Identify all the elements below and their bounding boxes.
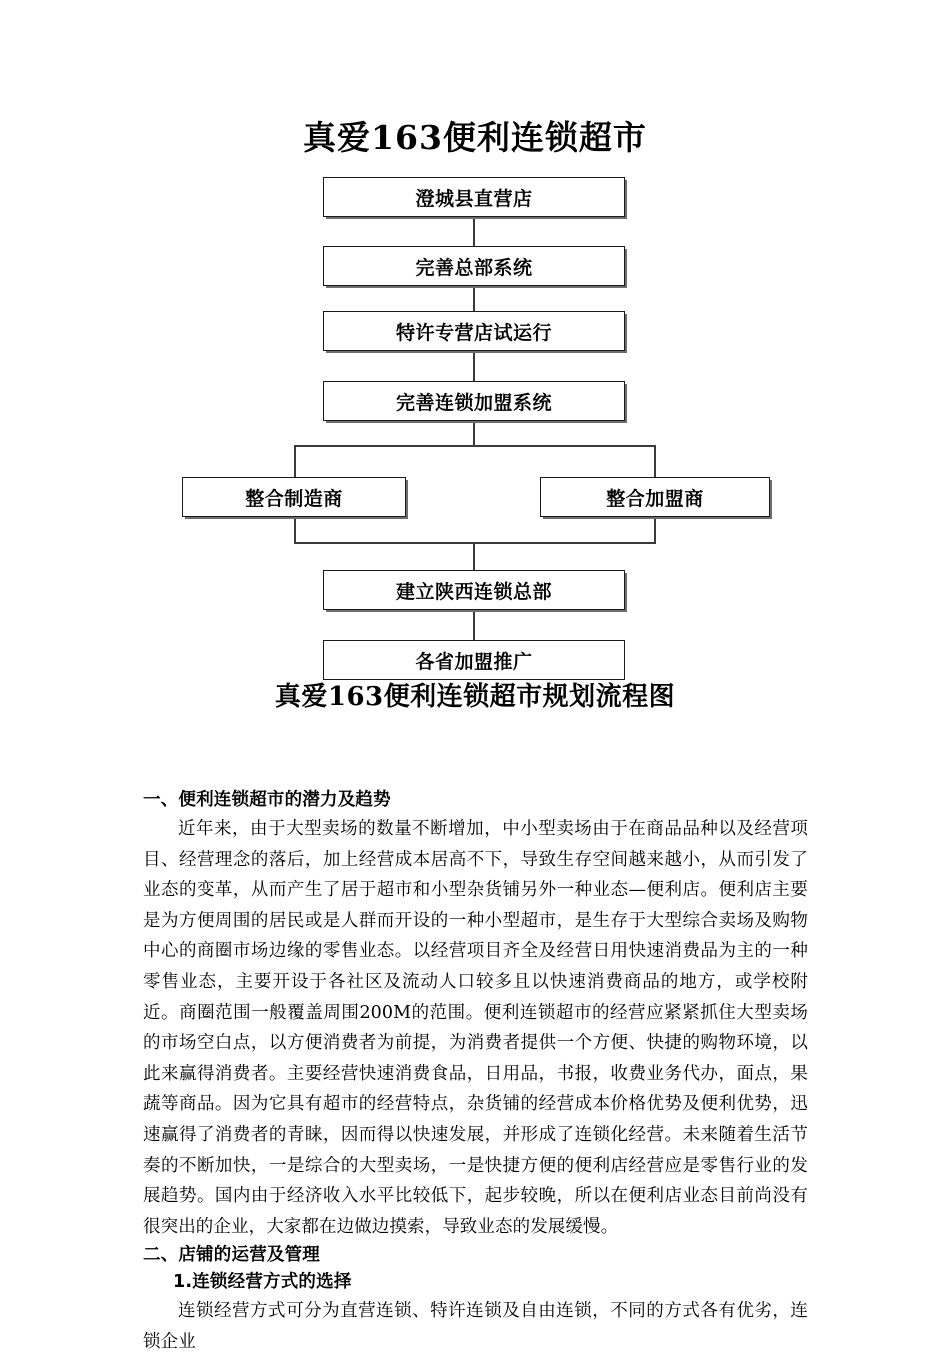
flow-node-label: 完善总部系统 [415,256,533,279]
section-heading-2: 二、店铺的运营及管理 [143,1245,320,1266]
flow-node-label: 完善连锁加盟系统 [395,391,552,414]
subsection-2-1-paragraph: 连锁经营方式可分为直营连锁、特许连锁及自由连锁，不同的方式各有优劣，连锁企业 [143,1301,808,1352]
flow-node-label: 整合加盟商 [606,487,704,510]
connector-n1-n2 [473,215,475,249]
flow-node-label: 特许专营店试运行 [395,321,552,344]
figure-caption: 真爱163便利连锁超市规划流程图 [274,682,676,712]
flow-node-chengcheng-store[interactable] [323,177,625,217]
flow-node-integrate-franchisees[interactable] [540,477,770,517]
flow-node-label: 整合制造商 [245,487,343,510]
flow-node-label: 各省加盟推广 [415,650,533,673]
connector-n7-n8 [473,608,475,642]
subsection-heading-2-1: 1.连锁经营方式的选择 [173,1272,352,1293]
flow-node-integrate-manufacturers[interactable] [182,477,406,517]
flow-node-province-promotion[interactable] [323,640,625,680]
flow-node-label: 澄城县直营店 [415,187,533,210]
connector-n4-branch [473,419,475,447]
section-1-paragraph: 近年来，由于大型卖场的数量不断增加，中小型卖场由于在商品品种以及经营项目、经营理念的落后，加上经营成本居高不下，导致生存空间越来越小，从而引发了业态的变革，从而产生了居于超市和小型杂货铺另外一种业态—便利店。便利店主要是为方便周围的居民或是人群而开设的一种小型超市，是生存于大型综合卖场及购物中心的商圈市场边缘的零售业态。以经营项目齐全及经营日用快速消费品为主的一种零售业态，主要开设于各社区及流动人口较多且以快速消费商品的地方，或学校附近。商圈范围一般覆盖周围200M的范围。便利连锁超市的经营应紧紧抓住大型卖场的市场空白点，以方便消费者为前提，为消费者提供一个方便、快捷的购物环境，以此来赢得消费者。主要经营快速消费食品，日用品，书报，收费业务代办，面点，果蔬等商品。因为它具有超市的经营特点，杂货铺的经营成本价格优势及便利优势，迅速赢得了消费者的青睐，因而得以快速发展，并形成了连锁化经营。未来随着生活节奏的不断加快，一是综合的大型卖场，一是快捷方便的便利店经营应是零售行业的发展趋势。国内由于经济收入水平比较低下，起步较晚，所以在便利店业态目前尚没有很突出的企业，大家都在边做边摸索，导致业态的发展缓慢。 [143,819,808,1237]
connector-branch-right [654,445,656,479]
flow-node-hq-system[interactable] [323,246,625,286]
section-heading-1: 一、便利连锁超市的潜力及趋势 [143,790,391,810]
connector-branch-left [294,445,296,479]
branch-split-bar [295,445,655,447]
connector-right-merge [654,515,656,544]
page-title: 真爱163便利连锁超市 [303,118,647,157]
flow-node-label: 建立陕西连锁总部 [395,580,552,603]
flow-node-shaanxi-hq[interactable] [323,570,625,610]
connector-n2-n3 [473,284,475,314]
connector-left-merge [294,515,296,544]
connector-merge-n7 [473,542,475,573]
branch-merge-bar [295,542,655,544]
flow-node-franchise-trial[interactable] [323,311,625,351]
flow-node-chain-join-system[interactable] [323,381,625,421]
connector-n3-n4 [473,349,475,384]
body-content [143,787,808,1358]
